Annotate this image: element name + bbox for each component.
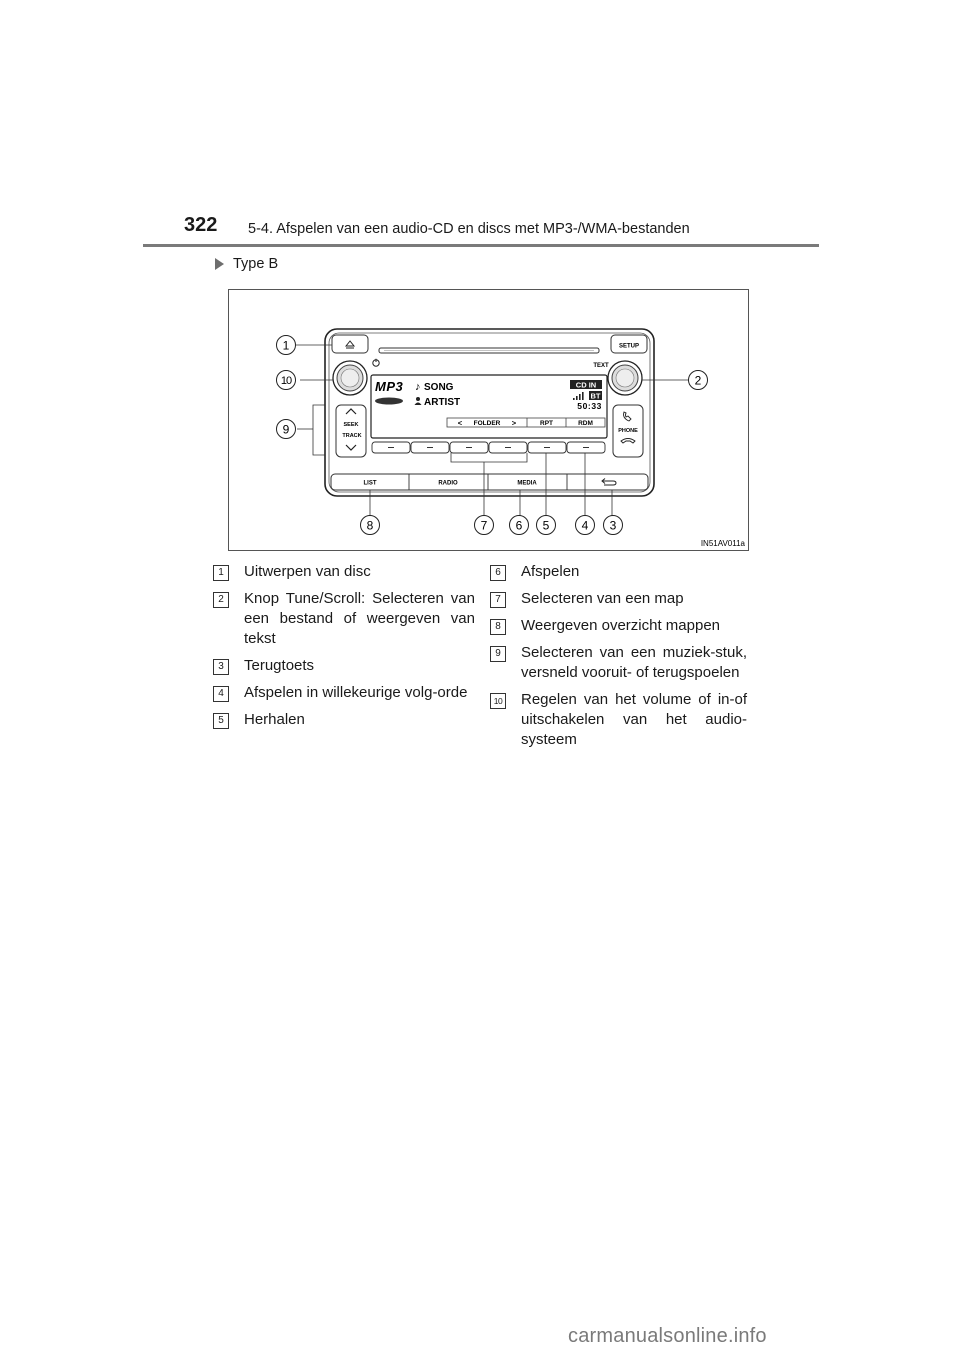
subtype-label: Type B: [233, 256, 279, 272]
rdm-label: RDM: [578, 420, 593, 428]
legend-number: 9: [490, 646, 506, 662]
legend-item: [490, 616, 747, 636]
legend-text: Knop Tune/Scroll: Selecteren van een bestand of weergeven van tekst: [244, 590, 475, 647]
callout-7: [475, 516, 494, 535]
legend-item: [213, 562, 475, 582]
legend-item: [213, 656, 475, 676]
triangle-bullet-icon: [215, 258, 224, 270]
callout-8: [361, 516, 380, 535]
callout-10: [277, 371, 296, 390]
svg-text:8: 8: [366, 518, 374, 533]
disc-logo-icon: [375, 398, 403, 405]
legend-item: [213, 589, 475, 649]
folder-next-label: >: [511, 418, 517, 428]
text-label: TEXT: [593, 363, 609, 369]
legend-text: Regelen van het volume of in-of uitschakelen van het audio-systeem: [521, 691, 747, 748]
watermark[interactable]: carmanualsonline.info: [568, 1325, 767, 1347]
legend-text: Selecteren van een muziek-stuk, versneld vooruit- of terugspoelen: [521, 644, 747, 681]
callout-9: [277, 420, 296, 439]
folder-prev-label: <: [457, 418, 463, 428]
svg-text:5: 5: [542, 518, 550, 533]
bottom-button-bar: [331, 474, 648, 490]
legend-text: Uitwerpen van disc: [244, 563, 371, 580]
subtype-heading: [215, 256, 278, 272]
time-display: 50:33: [577, 401, 602, 411]
legend-number: 1: [213, 565, 229, 581]
callout-1: [277, 336, 296, 355]
rpt-label: RPT: [540, 420, 553, 428]
legend-left-column: [213, 562, 475, 737]
legend-number: 8: [490, 619, 506, 635]
page-number: 322: [184, 214, 218, 236]
legend-right-column: [490, 562, 747, 757]
radio-button[interactable]: RADIO: [438, 480, 458, 487]
audio-unit-figure: [228, 289, 749, 551]
legend-item: [490, 643, 747, 683]
legend-number: 3: [213, 659, 229, 675]
svg-text:7: 7: [480, 518, 488, 533]
header-rule: [143, 244, 819, 247]
music-note-icon: ♪: [415, 381, 421, 393]
phone-label: PHONE: [618, 428, 638, 434]
callout-4: [576, 516, 595, 535]
legend-text: Herhalen: [244, 711, 305, 728]
legend-item: [490, 690, 747, 750]
legend-number: 10: [490, 693, 506, 709]
legend-text: Selecteren van een map: [521, 590, 684, 607]
svg-text:3: 3: [609, 518, 617, 533]
artist-label: ARTIST: [424, 397, 461, 408]
cd-in-indicator: CD IN: [575, 380, 597, 390]
legend-item: [490, 562, 747, 582]
svg-text:9: 9: [282, 422, 290, 437]
legend-number: 4: [213, 686, 229, 702]
legend-item: [213, 683, 475, 703]
callout-6: [510, 516, 529, 535]
svg-text:4: 4: [581, 518, 589, 533]
legend-number: 7: [490, 592, 506, 608]
song-label: SONG: [424, 382, 454, 393]
seek-label: SEEK: [343, 422, 359, 428]
callout-3: [604, 516, 623, 535]
callout-5: [537, 516, 556, 535]
folder-label: FOLDER: [473, 420, 501, 428]
legend-text: Weergeven overzicht mappen: [521, 617, 720, 634]
figure-code: IN51AV011a: [700, 539, 745, 548]
header-title: 5-4. Afspelen van een audio-CD en discs met MP3-/WMA-bestanden: [248, 221, 690, 237]
eject-button[interactable]: [332, 335, 368, 353]
legend-text: Terugtoets: [244, 657, 315, 674]
legend-number: 6: [490, 565, 506, 581]
media-button[interactable]: MEDIA: [517, 480, 537, 487]
legend-text: Afspelen: [521, 563, 580, 580]
bt-indicator: BT: [590, 391, 601, 401]
svg-text:10: 10: [280, 375, 292, 387]
track-label: TRACK: [342, 433, 362, 439]
list-button[interactable]: LIST: [363, 480, 377, 487]
svg-text:1: 1: [282, 338, 290, 353]
legend-item: [213, 710, 475, 730]
tune-scroll-knob[interactable]: [608, 361, 642, 395]
volume-knob[interactable]: [333, 361, 367, 395]
format-label: MP3: [375, 379, 404, 394]
setup-label: SETUP: [618, 343, 640, 350]
svg-text:6: 6: [515, 518, 523, 533]
callout-2: [689, 371, 708, 390]
legend-number: 2: [213, 592, 229, 608]
legend-item: [490, 589, 747, 609]
svg-text:2: 2: [694, 373, 702, 388]
legend-number: 5: [213, 713, 229, 729]
legend-text: Afspelen in willekeurige volg-orde: [244, 684, 468, 701]
